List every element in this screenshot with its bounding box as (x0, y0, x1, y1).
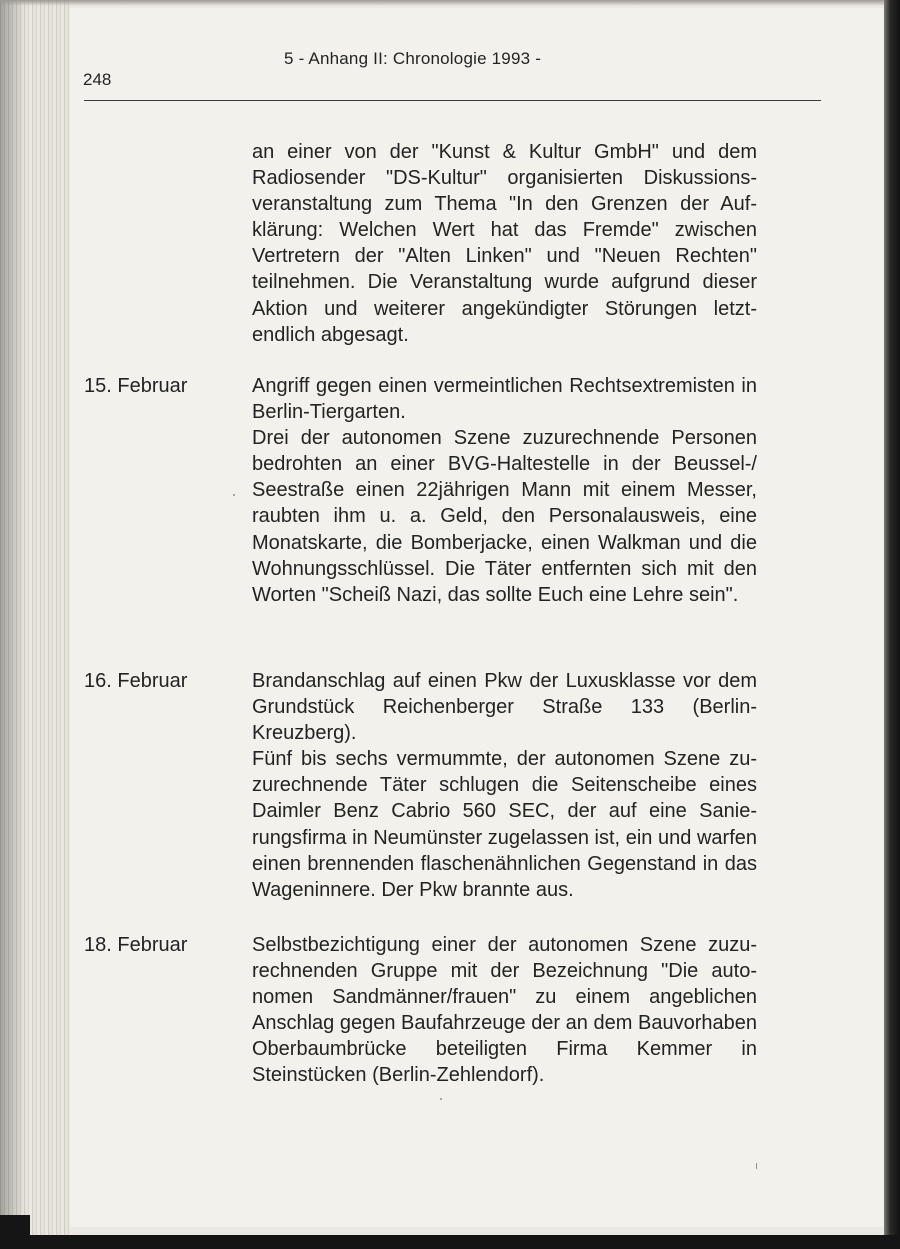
entry-text (252, 932, 757, 1089)
page-stack-shadow (0, 0, 26, 1249)
entry-headline: Angriff gegen einen vermeintlichen Rechtsextremisten in Berlin-Tiergarten. (252, 375, 757, 424)
top-page-edge (0, 0, 900, 6)
entry-date: 16. Februar (84, 670, 188, 692)
scan-border-corner (0, 1215, 30, 1235)
header-rule (84, 100, 821, 101)
entry-date: 18. Februar (84, 934, 188, 956)
running-header-title: 5 - Anhang II: Chronologie 1993 - (284, 49, 542, 68)
book-spine-edge (884, 0, 900, 1249)
scan-speck (233, 494, 235, 496)
page-number: 248 (83, 70, 112, 89)
entry-date: 15. Februar (84, 375, 188, 397)
entry-body: Drei der autonomen Szene zuzurechnende Personen bedrohten an einer BVG-Haltestelle in der Beussel-/ Seestraße einen 22jährigen Mann mit einem Messer, raubten ihm u. a. Geld, den Personalausweis, eine Monatskarte, die Bomberjacke, einen Walkman und die Wohnungsschlüssel. Die Täter entfernten sich mit den Worten "Scheiß Nazi, das sollte Euch eine Lehre sein". (252, 427, 757, 606)
entry-text (252, 668, 757, 903)
scan-speck (440, 1098, 442, 1100)
entry-headline: Brandanschlag auf einen Pkw der Luxusklasse vor dem Grundstück Reichenberger Straße 133 (Berlin-Kreuzberg). (252, 670, 757, 745)
continuation-paragraph: an einer von der "Kunst & Kultur GmbH" und dem Radiosender "DS-Kultur" organisierten Diskussionsveranstaltung zum Thema "In den Grenzen der Aufklärung: Welchen Wert hat das Fremde" zwischen Vertretern der "Alten Linken" und "Neuen Rechten" teilnehmen. Die Veranstaltung wurde aufgrund dieser Aktion und weiterer angekündigter Störungen letztendlich abgesagt. (252, 141, 757, 346)
entry-text (252, 373, 757, 608)
scan-border-bottom (0, 1235, 900, 1249)
scan-speck (756, 1163, 757, 1169)
entry-body: Fünf bis sechs vermummte, der autonomen Szene zuzurechnende Täter schlugen die Seitenscheibe eines Daimler Benz Cabrio 560 SEC, der auf eine Sanierungsfirma in Neumünster zugelassen ist, ein und warfen einen brennenden flaschenähnlichen Gegenstand in das Wageninnere. Der Pkw brannte aus. (252, 748, 757, 901)
entry-headline: Selbstbezichtigung einer der autonomen Szene zuzurechnenden Gruppe mit der Bezeichnung "Die autonomen Sandmänner/frauen" zu einem angeblichen Anschlag gegen Baufahrzeuge der an dem Bauvorhaben Oberbaumbrücke beteiligten Firma Kemmer in Steinstücken (Berlin-Zehlendorf). (252, 934, 757, 1087)
